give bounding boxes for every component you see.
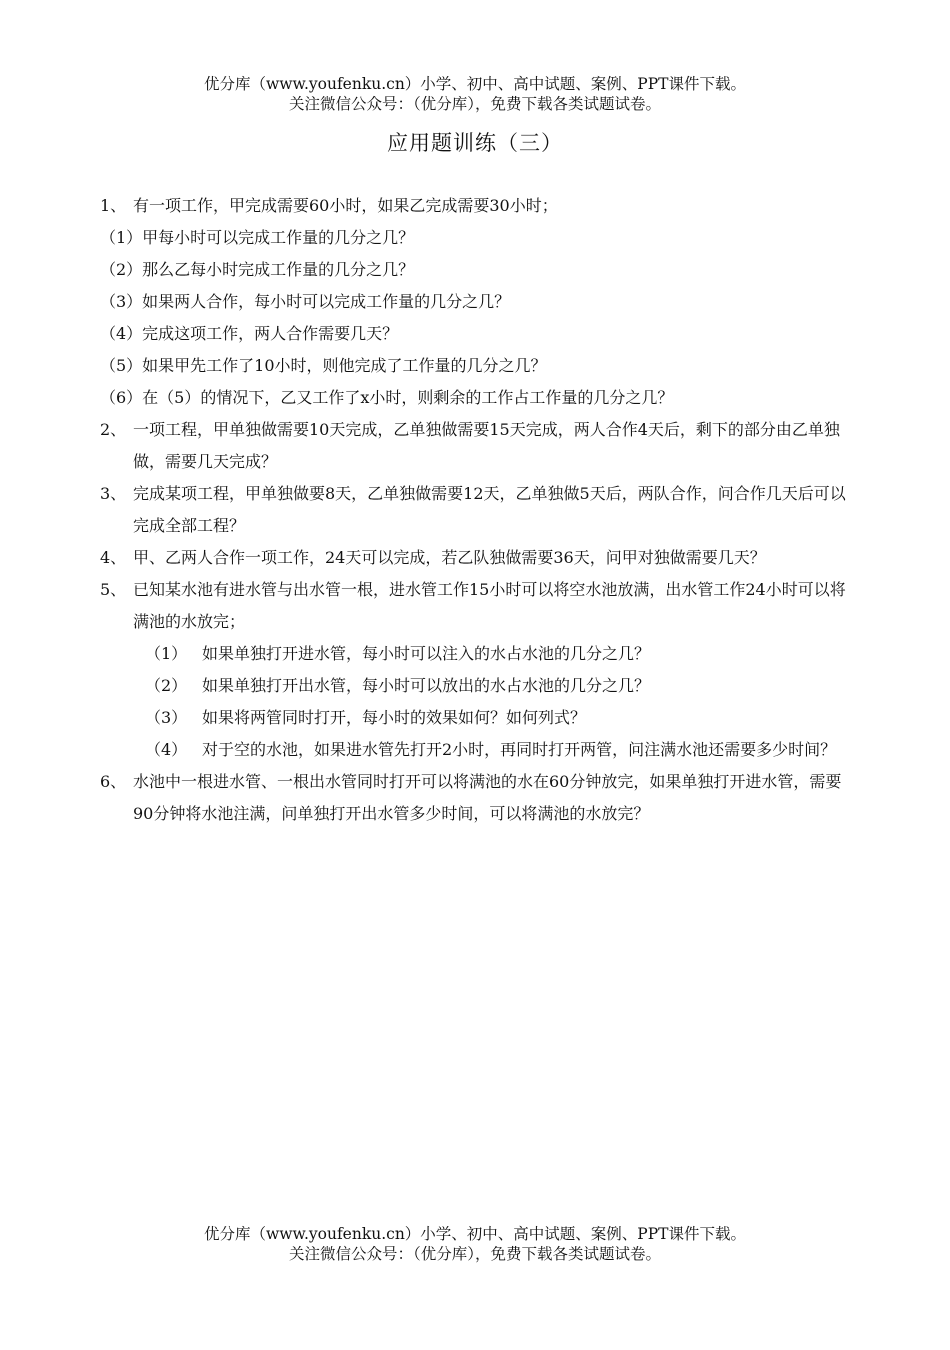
question-text: 完成某项工程，甲单独做要8天，乙单独做需要12天，乙单独做5天后，两队合作，问合作几天后可以完成全部工程？ [133, 484, 846, 535]
footer-line-2: 关注微信公众号：（优分库），免费下载各类试题试卷。 [288, 1245, 661, 1263]
sub-question: （5）如果甲先工作了10小时，则他完成了工作量的几分之几？ [100, 356, 547, 375]
sub-question-text: 对于空的水池，如果进水管先打开2小时，再同时打开两管，问注满水池还需要多少时间？ [202, 740, 837, 759]
sub-question-text: 如果将两管同时打开，每小时的效果如何？如何列式？ [202, 708, 587, 727]
question-1 [100, 190, 860, 222]
header-banner [0, 74, 950, 114]
sub-question-number: （4） [145, 740, 188, 759]
footer-line-1: 优分库（www.youfenku.cn）小学、初中、高中试题、案例、PPT课件下载。 [203, 1225, 747, 1243]
question-6 [100, 766, 860, 830]
sub-question-text: 如果单独打开出水管，每小时可以放出的水占水池的几分之几？ [202, 676, 651, 695]
question-text: 甲、乙两人合作一项工作，24天可以完成，若乙队独做需要36天，问甲对独做需要几天？ [133, 548, 766, 567]
question-number: 5、 [100, 580, 127, 599]
sub-question-number: （2） [145, 676, 188, 695]
question-number: 2、 [100, 420, 127, 439]
sub-question: （6）在（5）的情况下，乙又工作了x小时，则剩余的工作占工作量的几分之几？ [100, 388, 674, 407]
question-number: 3、 [100, 484, 127, 503]
header-line-2: 关注微信公众号：（优分库），免费下载各类试题试卷。 [288, 95, 661, 113]
question-list [100, 190, 860, 830]
sub-question-number: （1） [145, 644, 188, 663]
question-text: 有一项工作，甲完成需要60小时，如果乙完成需要30小时； [133, 196, 558, 215]
question-text: 水池中一根进水管、一根出水管同时打开可以将满池的水在60分钟放完，如果单独打开进水管，需要90分钟将水池注满，问单独打开出水管多少时间，可以将满池的水放完？ [133, 772, 842, 823]
sub-question [100, 734, 860, 766]
question-2 [100, 414, 860, 478]
header-line-1: 优分库（www.youfenku.cn）小学、初中、高中试题、案例、PPT课件下载。 [203, 75, 747, 93]
sub-question: （1）甲每小时可以完成工作量的几分之几？ [100, 228, 415, 247]
question-5 [100, 574, 860, 638]
question-number: 4、 [100, 548, 127, 567]
sub-question [100, 638, 860, 670]
page-title: 应用题训练（三） [387, 131, 563, 155]
footer-banner [0, 1224, 950, 1264]
question-3 [100, 478, 860, 542]
sub-question: （2）那么乙每小时完成工作量的几分之几？ [100, 260, 415, 279]
question-text: 一项工程，甲单独做需要10天完成，乙单独做需要15天完成，两人合作4天后，剩下的部分由乙单独做，需要几天完成？ [133, 420, 840, 471]
sub-question-text: 如果单独打开进水管，每小时可以注入的水占水池的几分之几？ [202, 644, 651, 663]
question-text: 已知某水池有进水管与出水管一根，进水管工作15小时可以将空水池放满，出水管工作24小时可以将满池的水放完； [133, 580, 846, 631]
question-4 [100, 542, 860, 574]
question-number: 6、 [100, 772, 127, 791]
sub-question: （4）完成这项工作，两人合作需要几天？ [100, 324, 399, 343]
sub-question [100, 670, 860, 702]
sub-question: （3）如果两人合作，每小时可以完成工作量的几分之几？ [100, 292, 511, 311]
question-number: 1、 [100, 196, 127, 215]
sub-question-number: （3） [145, 708, 188, 727]
sub-question [100, 702, 860, 734]
